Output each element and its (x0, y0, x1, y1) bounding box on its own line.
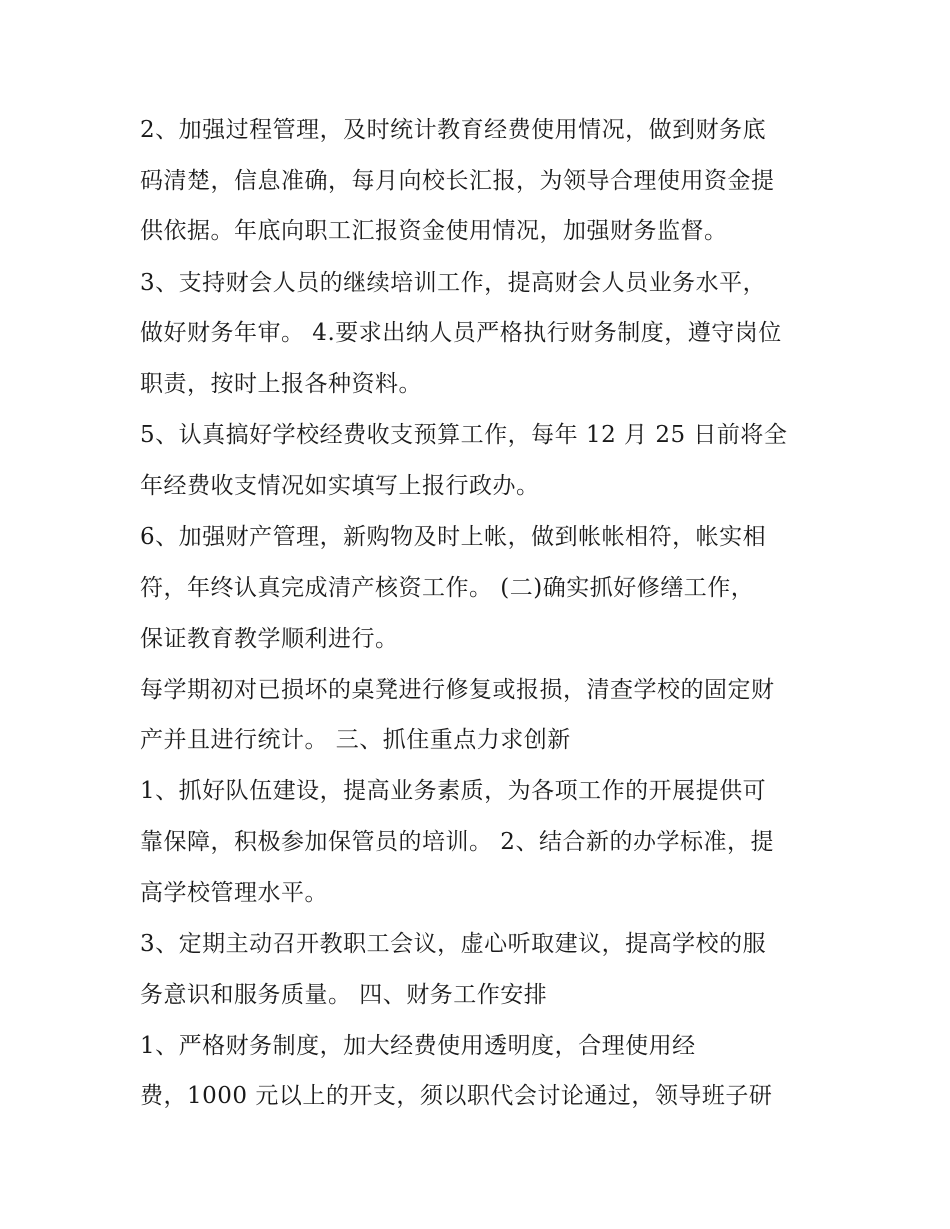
text-line: 产并且进行统计。 三、抓住重点力求创新 (140, 727, 571, 753)
text-line: 职责，按时上报各种资料。 (140, 371, 422, 397)
text-line: 1、严格财务制度，加大经费使用透明度，合理使用经 (140, 1033, 696, 1059)
text-line: 靠保障，积极参加保管员的培训。 2、结合新的办学标准，提 (140, 829, 774, 855)
text-line: 3、支持财会人员的继续培训工作，提高财会人员业务水平， (140, 270, 767, 296)
text-line: 符，年终认真完成清产核资工作。 (二)确实抓好修缮工作， (140, 575, 755, 601)
text-line: 每学期初对已损坏的桌凳进行修复或报损，清查学校的固定财 (140, 677, 775, 703)
text-line: 6、加强财产管理，新购物及时上帐，做到帐帐相符，帐实相 (140, 524, 767, 550)
text-line: 3、定期主动召开教职工会议，虚心听取建议，提高学校的服 (140, 931, 767, 957)
text-line: 做好财务年审。 4.要求出纳人员严格执行财务制度，遵守岗位 (140, 320, 782, 346)
text-line: 1、抓好队伍建设，提高业务素质，为各项工作的开展提供可 (140, 778, 767, 804)
text-line: 码清楚，信息准确，每月向校长汇报，为领导合理使用资金提 (140, 168, 775, 194)
text-line: 务意识和服务质量。 四、财务工作安排 (140, 982, 548, 1008)
text-line: 供依据。年底向职工汇报资金使用情况，加强财务监督。 (140, 218, 728, 244)
text-line: 5、认真搞好学校经费收支预算工作，每年 12 月 25 日前将全 (140, 422, 788, 448)
text-line: 年经费收支情况如实填写上报行政办。 (140, 473, 540, 499)
text-line: 2、加强过程管理，及时统计教育经费使用情况，做到财务底 (140, 117, 767, 143)
text-line: 费，1000 元以上的开支，须以职代会讨论通过，领导班子研 (140, 1083, 773, 1109)
text-line: 保证教育教学顺利进行。 (140, 626, 399, 652)
text-line: 高学校管理水平。 (140, 880, 328, 906)
